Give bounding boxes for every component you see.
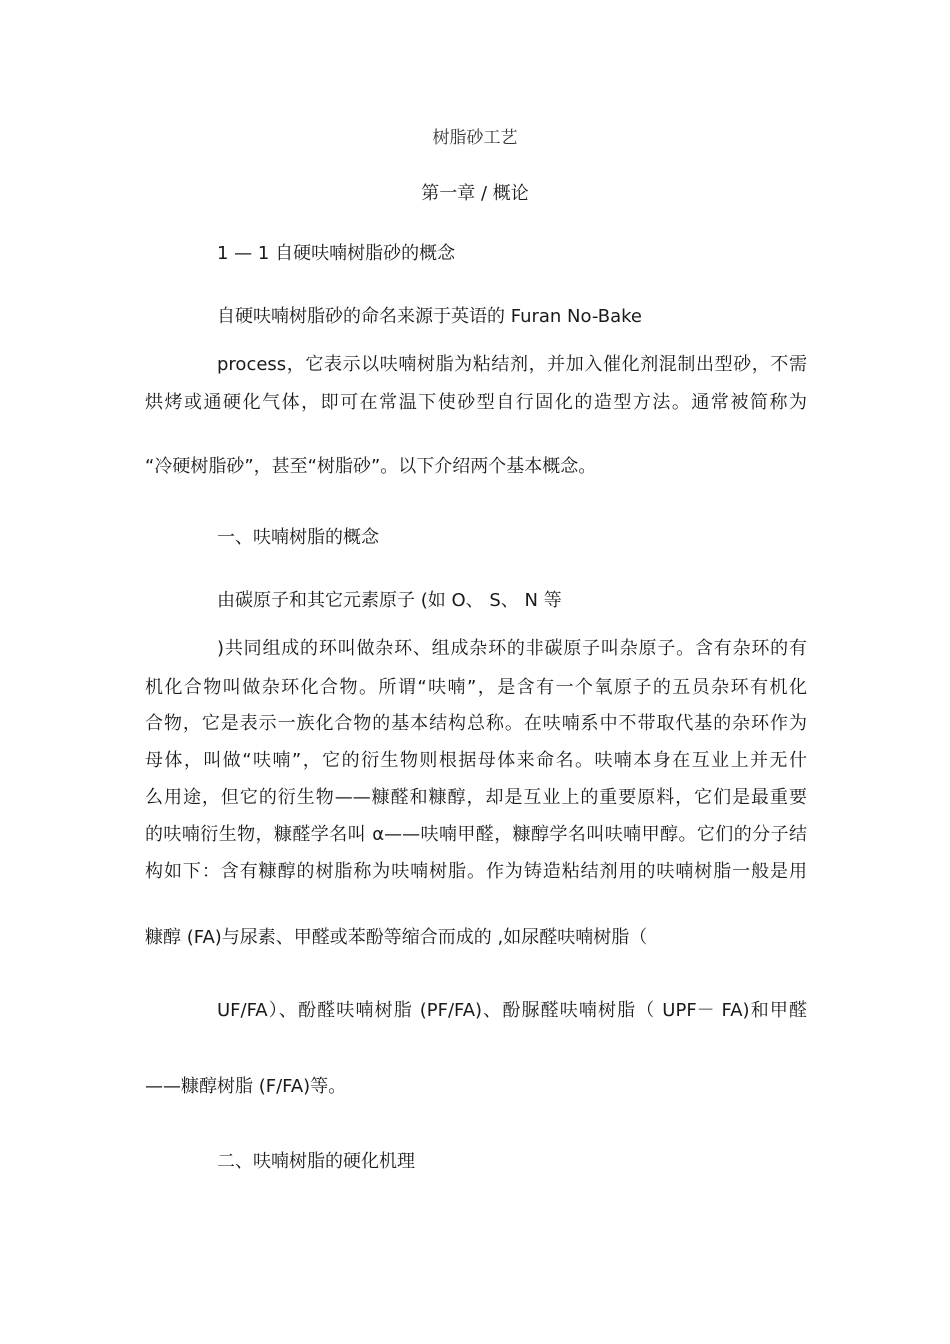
intro-line: 烘烤或通硬化气体，即可在常温下使砂型自行固化的造型方法。通常被简称为 (145, 392, 807, 413)
intro-line: “冷硬树脂砂”，甚至“树脂砂”。以下介绍两个基本概念。 (145, 456, 597, 477)
paragraph-line: 母体，叫做“呋喃”，它的衍生物则根据母体来命名。呋喃本身在互业上并无什 (145, 750, 807, 771)
intro-line: 自硬呋喃树脂砂的命名来源于英语的 Furan No-Bake (217, 306, 642, 327)
paragraph-line: 糠醇 (FA)与尿素、甲醛或苯酚等缩合而成的 ,如尿醛呋喃树脂（ (145, 927, 648, 948)
paragraph-line: 构如下：含有糠醇的树脂称为呋喃树脂。作为铸造粘结剂用的呋喃树脂一般是用 (145, 861, 807, 882)
paragraph-line: 由碳原子和其它元素原子 (如 O、 S、 N 等 (217, 590, 562, 611)
intro-line: process，它表示以呋喃树脂为粘结剂，并加入催化剂混制出型砂，不需 (217, 354, 807, 375)
paragraph-line: 的呋喃衍生物，糠醛学名叫 α——呋喃甲醛，糠醇学名叫呋喃甲醇。它们的分子结 (145, 824, 807, 845)
paragraph-line: UF/FA）、酚醛呋喃树脂 (PF/FA)、酚脲醛呋喃树脂（ UPF－ FA)和甲醛 (217, 1000, 807, 1021)
chapter-heading: 第一章 / 概论 (421, 183, 529, 204)
subsection-heading: 二、呋喃树脂的硬化机理 (217, 1151, 415, 1172)
paragraph-line: )共同组成的环叫做杂环、组成杂环的非碳原子叫杂原子。含有杂环的有 (217, 638, 807, 659)
paragraph-line: ——糠醇树脂 (F/FA)等。 (145, 1076, 347, 1097)
paragraph-line: 合物，它是表示一族化合物的基本结构总称。在呋喃系中不带取代基的杂环作为 (145, 713, 807, 734)
document-title: 树脂砂工艺 (432, 128, 518, 148)
subsection-heading: 一、呋喃树脂的概念 (217, 527, 379, 548)
section-heading: 1 — 1 自硬呋喃树脂砂的概念 (217, 243, 456, 264)
paragraph-line: 机化合物叫做杂环化合物。所谓“呋喃”，是含有一个氧原子的五员杂环有机化 (145, 677, 807, 698)
paragraph-line: 么用途，但它的衍生物——糠醛和糠醇，却是互业上的重要原料，它们是最重要 (145, 787, 807, 808)
